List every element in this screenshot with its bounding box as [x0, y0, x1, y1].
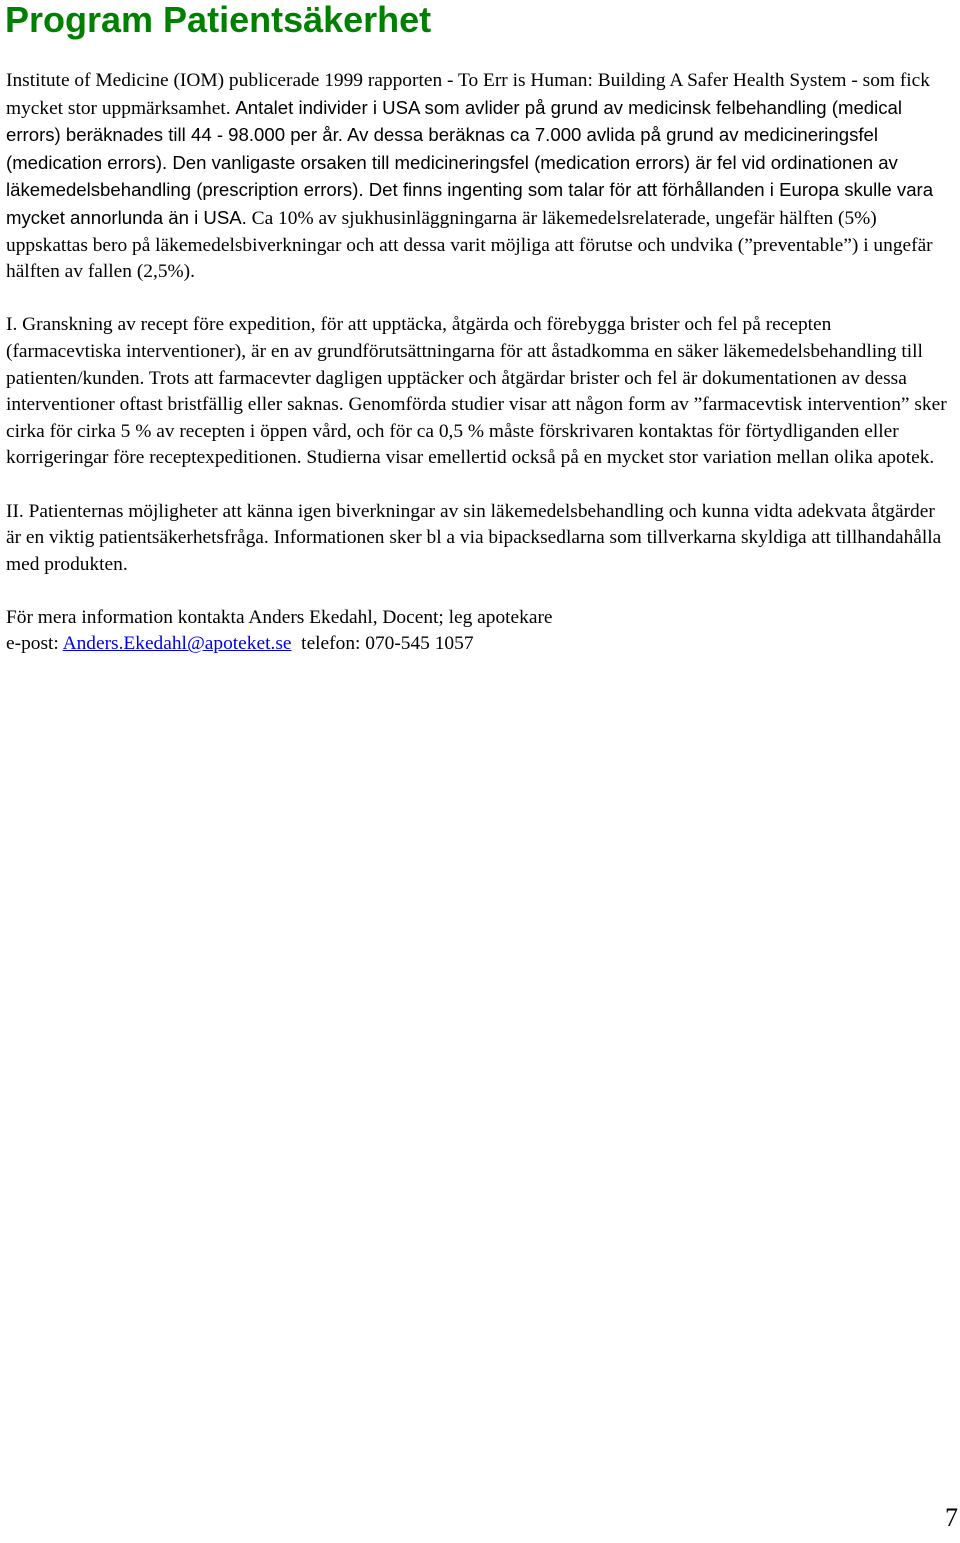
document-body [6, 68, 951, 658]
section-two-paragraph: II. Patienternas möjligheter att känna igen biverkningar av sin läkemedelsbehandling och kunna vidta adekvata åtgärder är en viktig patientsäkerhetsfråga. Informationen sker bl a via bipacksedlarna som tillverkarna skyldiga att tillhandahålla med produkten. [6, 500, 942, 575]
phone-text: telefon: 070-545 1057 [291, 633, 474, 655]
email-link[interactable]: Anders.Ekedahl@apoteket.se [62, 633, 292, 655]
email-label: e-post: [6, 633, 63, 655]
contact-details [6, 631, 951, 658]
page-title: Program Patientsäkerhet [5, 0, 432, 40]
contact-line: För mera information kontakta Anders Ekedahl, Docent; leg apotekare [6, 606, 553, 628]
page-number: 7 [945, 1503, 958, 1532]
intro-sentence-hospital: Ca 10% av sjukhusinläggningarna är läkemedelsrelaterade, ungefär hälften (5%) uppskattas bero på läkemedelsbiverkningar och att dessa varit möjliga att förutse och undvika (”preventable”) i ungefär hälften av fallen (2,5%). [6, 207, 933, 283]
intro-paragraph [6, 68, 951, 286]
intro-sentence-statistics: Antalet individer i USA som avlider på grund av medicinsk felbehandling (medical errors) beräknades till 44 - 98.000 per år. Av dessa beräknas ca 7.000 avlida på grund av medicineringsfel (medication errors). Den vanligaste orsaken till medicineringsfel (medication errors) är fel vid ordinationen av läkemedelsbehandling (prescription errors). Det finns ingenting som talar för att förhållanden i Europa skulle vara mycket annorlunda än i USA. [6, 96, 934, 228]
section-one-paragraph: I. Granskning av recept före expedition, för att upptäcka, åtgärda och förebygga brister och fel på recepten (farmacevtiska interventioner), är en av grundförutsättningarna för att åstadkomma en säker läkemedelsbehandling till patienten/kunden. Trots att farmacevter dagligen upptäcker och åtgärdar brister och fel är dokumentationen av dessa interventioner oftast bristfällig eller saknas. Genomförda studier visar att någon form av ”farmacevtisk intervention” sker cirka för cirka 5 % av recepten i öppen vård, och för ca 0,5 % måste förskrivaren kontaktas för förtydliganden eller korrigeringar före receptexpeditionen. Studierna visar emellertid också på en mycket stor variation mellan olika apotek. [6, 314, 947, 469]
intro-sentence-iom: Institute of Medicine (IOM) publicerade 1999 rapporten - To Err is Human: Building A Safer Health System - som fick mycket stor uppmärksamhet. [6, 70, 930, 119]
